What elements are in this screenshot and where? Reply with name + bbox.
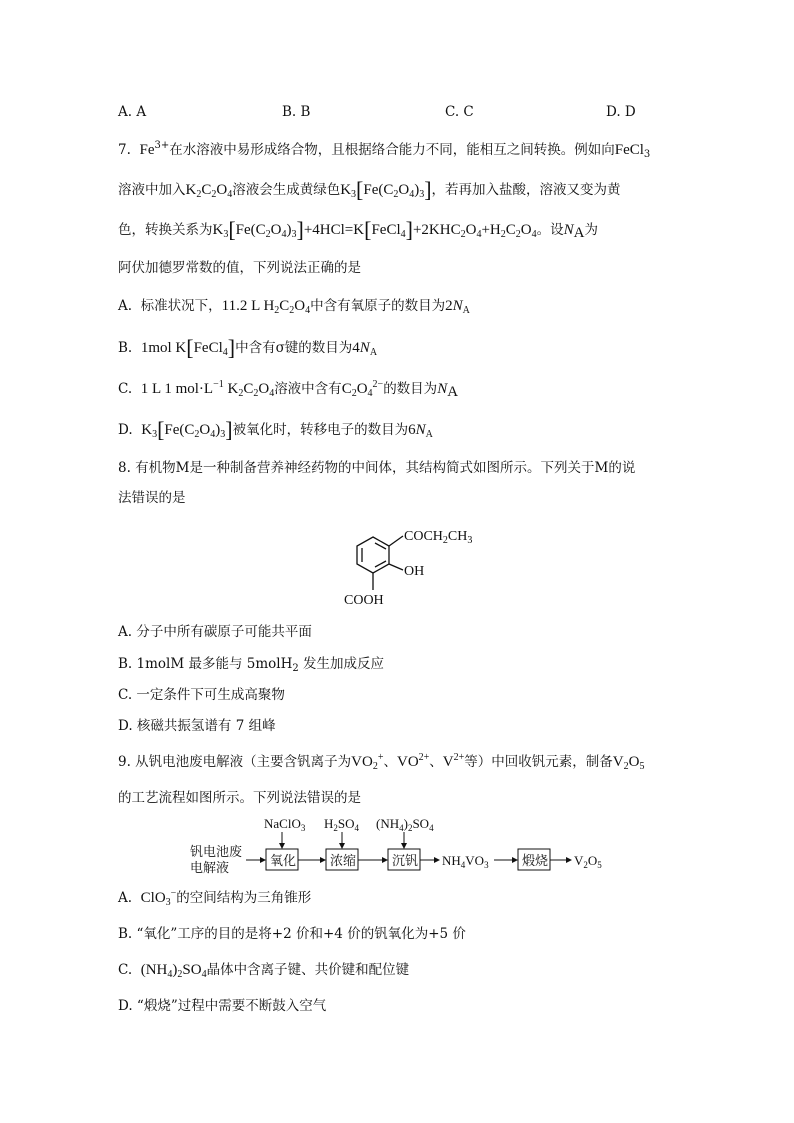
- q8-structure-diagram: [300, 512, 500, 612]
- flow-reagent-naclo3: NaClO$_3$: [264, 816, 306, 833]
- q6-option-c: C. C: [445, 104, 474, 120]
- flow-box-concentrate-label: 浓缩: [330, 853, 357, 868]
- flow-box-precipitate-label: 沉钒: [392, 853, 419, 868]
- q8-option-c: C. 一定条件下可生成高聚物: [118, 687, 285, 703]
- q7-line-4: 阿伏加德罗常数的值，下列说法正确的是: [118, 260, 361, 276]
- q6-option-a: A. A: [118, 104, 147, 120]
- q7-option-b: B. 1mol K[FeCl$_4$]中含有σ键的数目为$4N_A$: [118, 335, 378, 360]
- q8-option-b: B. 1molM 最多能与 5molH$_2$ 发生加成反应: [118, 656, 385, 674]
- flow-box-calcine-label: 煅烧: [522, 853, 549, 868]
- q9-process-flow: [180, 810, 620, 880]
- q8-stem-line-2: 法错误的是: [118, 490, 186, 506]
- q9-option-c: C. $(NH_4)_2SO_4$晶体中含离子键、共价键和配位键: [118, 962, 410, 980]
- q9-option-d: D. “煅烧”过程中需要不断鼓入空气: [118, 998, 327, 1014]
- q9-option-a: A. ClO$_3$−的空间结构为三角锥形: [118, 888, 312, 908]
- q8-option-a: A. 分子中所有碳原子可能共平面: [118, 624, 312, 640]
- q6-option-d: D. D: [606, 104, 636, 120]
- q8-stem-line-1: 8. 有机物M是一种制备营养神经药物的中间体，其结构简式如图所示。下列关于M的说: [118, 460, 636, 476]
- flow-reagent-h2so4: $H_2SO_4$: [324, 816, 360, 833]
- q7-option-c: C. 1 L 1 $mol\cdot L^{-1}$ $K_2C_2O_4$溶液中含有$C_2O_4^{2-}$的数目为$N_A$: [118, 379, 459, 400]
- q7-option-a: A. 标准状况下，11.2 L $H_2C_2O_4$中含有氧原子的数目为$2N_A$: [118, 298, 470, 316]
- q7-line-2: 溶液中加入$K_2C_2O_4$溶液会生成黄绿色$K_3[Fe(C_2O_4)_3]$，若再加入盐酸，溶液又变为黄: [118, 177, 621, 202]
- q7-option-d: D. $K_3[Fe(C_2O_4)_3]$被氧化时，转移电子的数目为$6N_A$: [118, 417, 433, 442]
- flow-product-v2o5: $V_2O_5$: [574, 853, 602, 870]
- q7-line-1: 7. $Fe^{3+}$在水溶液中易形成络合物，且根据络合能力不同，能相互之间转换。例如向FeCl$_3$: [118, 140, 651, 160]
- q8-option-d: D. 核磁共振氢谱有 7 组峰: [118, 718, 276, 734]
- flow-intermediate-nh4vo3: $NH_4VO_3$: [442, 853, 489, 870]
- struct-group-cooh: COOH: [344, 593, 384, 608]
- flow-reagent-nh4-2so4: $(NH_4)_2SO_4$: [376, 816, 434, 833]
- flow-box-oxidation-label: 氧化: [270, 853, 297, 868]
- struct-group-coch2ch3: $COCH_2CH_3$: [404, 529, 473, 546]
- q9-option-b: B. “氧化”工序的目的是将+2 价和+4 价的钒氧化为+5 价: [118, 926, 466, 942]
- flow-start-line-1: 钒电池废: [190, 844, 243, 859]
- q6-option-b: B. B: [282, 104, 311, 120]
- q9-stem-line-2: 的工艺流程如图所示。下列说法错误的是: [118, 790, 361, 806]
- q7-line-3: 色，转换关系为$K_3[Fe(C_2O_4)_3]+4HCl=K[FeCl_4]+2KHC_2O_4+H_2C_2O_4$。设$N_A$为: [118, 217, 598, 242]
- flow-start-line-2: 电解液: [190, 860, 230, 875]
- struct-group-oh: OH: [404, 564, 425, 579]
- q9-stem-line-1: 9. 从钒电池废电解液（主要含钒离子为$VO_2^+$、$VO^{2+}$、$V^{2+}$等）中回收钒元素，制备$V_2O_5$: [118, 752, 645, 772]
